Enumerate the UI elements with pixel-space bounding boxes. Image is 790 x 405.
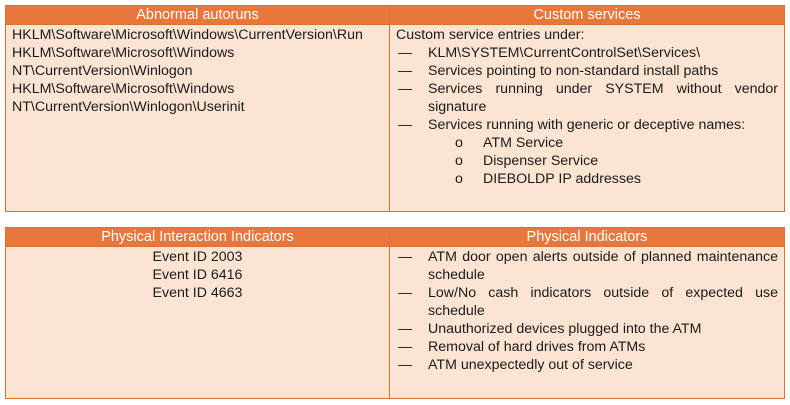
dash-bullet: — xyxy=(398,45,413,61)
event-id: Event ID 2003 xyxy=(152,249,243,265)
circle-bullet: o xyxy=(455,135,463,151)
services-cell xyxy=(390,25,785,212)
dash-bullet: — xyxy=(398,339,413,355)
service-item-text: Services pointing to non-standard install paths xyxy=(428,63,719,79)
service-item xyxy=(396,62,778,80)
deceptive-name-text: ATM Service xyxy=(483,135,564,151)
dash-bullet: — xyxy=(398,249,413,265)
service-item-text: KLM\SYSTEM\CurrentControlSet\Services\ xyxy=(428,45,701,61)
dash-bullet: — xyxy=(398,285,413,301)
autoruns-services-table xyxy=(5,5,785,212)
service-item xyxy=(396,116,778,134)
event-ids-cell xyxy=(6,247,390,399)
indicator-item xyxy=(396,356,778,374)
registry-path: HKLM\Software\Microsoft\Windows\CurrentVersion\Run xyxy=(12,27,363,43)
header-abnormal-autoruns: Abnormal autoruns xyxy=(6,6,390,25)
physical-indicators-table xyxy=(5,227,785,399)
registry-path: HKLM\Software\Microsoft\Windows xyxy=(12,45,235,61)
circle-bullet: o xyxy=(455,153,463,169)
indicator-text: Low/No cash indicators outside of expected use schedule xyxy=(428,285,778,319)
deceptive-name-item xyxy=(396,170,778,188)
dash-bullet: — xyxy=(398,357,413,373)
indicators-cell xyxy=(390,247,785,399)
header-physical-interaction: Physical Interaction Indicators xyxy=(6,228,390,247)
deceptive-name-text: Dispenser Service xyxy=(483,153,599,169)
indicator-item xyxy=(396,284,778,320)
circle-bullet: o xyxy=(455,171,463,187)
registry-path: NT\CurrentVersion\Winlogon\Userinit xyxy=(12,99,245,115)
registry-path: HKLM\Software\Microsoft\Windows xyxy=(12,81,235,97)
indicator-text: Removal of hard drives from ATMs xyxy=(428,339,646,355)
dash-bullet: — xyxy=(398,63,413,79)
indicator-item xyxy=(396,320,778,338)
registry-path: NT\CurrentVersion\Winlogon xyxy=(12,63,193,79)
services-intro: Custom service entries under: xyxy=(396,27,585,43)
service-item-text: Services running with generic or deceptive names: xyxy=(428,117,746,133)
deceptive-name-item xyxy=(396,152,778,170)
header-physical-indicators: Physical Indicators xyxy=(390,228,785,247)
event-id: Event ID 4663 xyxy=(152,285,243,301)
service-item-text: Services running under SYSTEM without vendor signature xyxy=(428,81,778,115)
deceptive-name-item xyxy=(396,134,778,152)
header-custom-services: Custom services xyxy=(390,6,785,25)
indicator-item xyxy=(396,338,778,356)
indicator-item xyxy=(396,248,778,284)
indicator-text: ATM unexpectedly out of service xyxy=(428,357,633,373)
service-item xyxy=(396,44,778,62)
deceptive-name-text: DIEBOLDP IP addresses xyxy=(483,171,641,187)
autoruns-cell xyxy=(6,25,390,212)
event-id: Event ID 6416 xyxy=(152,267,243,283)
indicator-text: Unauthorized devices plugged into the ATM xyxy=(428,321,702,337)
dash-bullet: — xyxy=(398,117,413,133)
dash-bullet: — xyxy=(398,321,413,337)
dash-bullet: — xyxy=(398,81,413,97)
indicator-text: ATM door open alerts outside of planned maintenance schedule xyxy=(428,249,778,283)
service-item xyxy=(396,80,778,116)
